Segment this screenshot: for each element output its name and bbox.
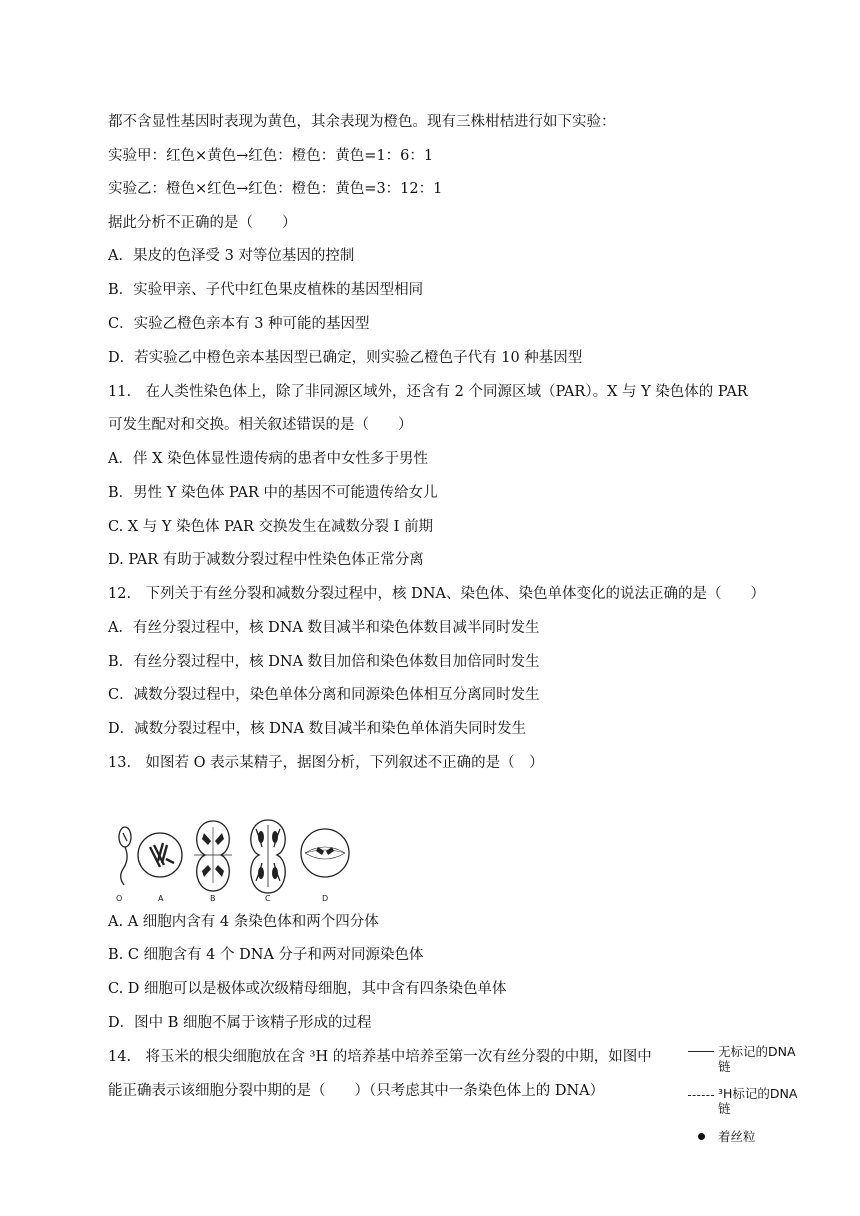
- option-c: C．实验乙橙色亲本有 3 种可能的基因型: [108, 316, 370, 332]
- option-b: B. C 细胞含有 4 个 DNA 分子和两对同源染色体: [108, 947, 424, 963]
- text-line: 都不含显性基因时表现为黄色，其余表现为橙色。现有三株柑桔进行如下实验：: [108, 114, 616, 130]
- solid-line-mark: [688, 1051, 714, 1052]
- figure-label-d: D: [322, 894, 329, 903]
- option-a: A．果皮的色泽受 3 对等位基因的控制: [108, 248, 355, 264]
- option-c: C．减数分裂过程中，染色单体分离和同源染色体相互分离同时发生: [108, 687, 540, 703]
- option-c: C. X 与 Y 染色体 PAR 交换发生在减数分裂 Ⅰ 前期: [108, 519, 433, 535]
- question-11: 11. 在人类性染色体上，除了非同源区域外，还含有 2 个同源区域（PAR）。X 与 Y 染色体的 PAR: [108, 384, 748, 400]
- legend-unlabeled: 无标记的DNA链: [718, 1044, 796, 1074]
- option-d: D．若实验乙中橙色亲本基因型已确定，则实验乙橙色子代有 10 种基因型: [108, 350, 583, 366]
- option-a: A．有丝分裂过程中，核 DNA 数目减半和染色体数目减半同时发生: [108, 620, 540, 636]
- text-line: 实验乙：橙色×红色→红色：橙色：黄色=3：12：1: [108, 181, 443, 197]
- text-line: 据此分析不正确的是（ ）: [108, 215, 297, 231]
- dna-legend: [688, 1044, 798, 1150]
- option-b: B．男性 Y 染色体 PAR 中的基因不可能遗传给女儿: [108, 485, 438, 501]
- text-line: 可发生配对和交换。相关叙述错误的是（ ）: [108, 417, 413, 433]
- sperm-cell-o: [119, 827, 131, 885]
- text-line: 能正确表示该细胞分裂中期的是（ ）（只考虑其中一条染色体上的 DNA）: [108, 1083, 605, 1099]
- option-b: B．实验甲亲、子代中红色果皮植株的基因型相同: [108, 282, 424, 298]
- question-12: 12. 下列关于有丝分裂和减数分裂过程中，核 DNA、染色体、染色单体变化的说法正确的是（ ）: [108, 586, 765, 602]
- cell-c: [251, 820, 285, 893]
- legend-centromere: 着丝粒: [718, 1129, 756, 1144]
- option-a: A. A 细胞内含有 4 条染色体和两个四分体: [108, 914, 379, 930]
- figure-label-b: B: [210, 894, 216, 903]
- cell-a: [138, 833, 182, 877]
- legend-labeled: ³H标记的DNA链: [718, 1086, 798, 1116]
- cell-d: [301, 829, 349, 877]
- option-d: D．图中 B 细胞不属于该精子形成的过程: [108, 1015, 372, 1031]
- centromere-dot: [698, 1133, 705, 1140]
- dashed-line-mark: [688, 1095, 714, 1096]
- question-14: 14. 将玉米的根尖细胞放在含 ³H 的培养基中培养至第一次有丝分裂的中期，如图中: [108, 1049, 652, 1065]
- option-d: D．减数分裂过程中，核 DNA 数目减半和染色单体消失同时发生: [108, 721, 527, 737]
- option-b: B．有丝分裂过程中，核 DNA 数目加倍和染色体数目加倍同时发生: [108, 654, 540, 670]
- question-13: 13. 如图若 O 表示某精子，据图分析，下列叙述不正确的是（ ）: [108, 755, 544, 771]
- option-c: C. D 细胞可以是极体或次级精母细胞，其中含有四条染色单体: [108, 981, 507, 997]
- figure-label-c: C: [265, 894, 271, 903]
- cell-division-figure: [108, 815, 368, 903]
- cell-b: [194, 821, 232, 891]
- figure-label-a: A: [158, 894, 164, 903]
- figure-label-o: O: [116, 894, 123, 903]
- text-line: 实验甲：红色×黄色→红色：橙色：黄色=1：6：1: [108, 148, 434, 164]
- option-a: A．伴 X 染色体显性遗传病的患者中女性多于男性: [108, 451, 429, 467]
- option-d: D. PAR 有助于减数分裂过程中性染色体正常分离: [108, 552, 424, 568]
